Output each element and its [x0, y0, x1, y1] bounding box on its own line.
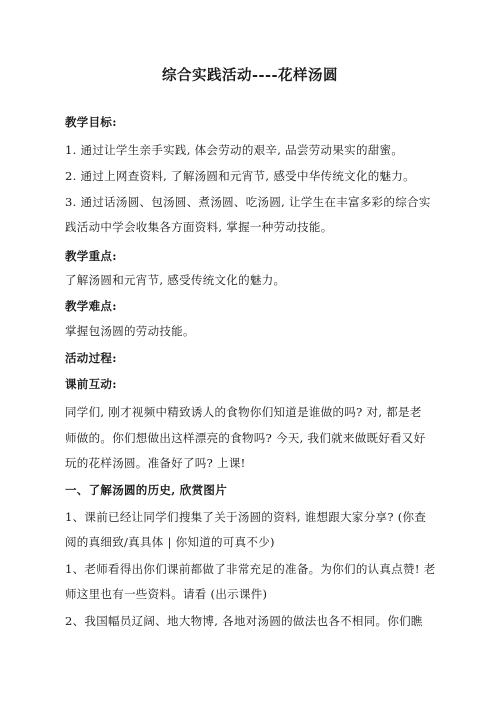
part1-item1-line-1: 1、课前已经让同学们搜集了关于汤圆的资料, 谁想跟大家分享? (你查	[65, 510, 427, 524]
warmup-line-3: 玩的花样汤圆。准备好了吗? 上课!	[65, 456, 246, 470]
objective-3-line-1: 3. 通过话汤圆、包汤圆、煮汤圆、吃汤圆, 让学生在丰富多彩的综合实	[65, 195, 431, 209]
objective-2: 2. 通过上网查资料, 了解汤圆和元宵节, 感受中华传统文化的魅力。	[65, 169, 415, 183]
part1-item2-line-1: 1、老师看得出你们课前都做了非常充足的准备。为你们的认真点赞! 老	[65, 562, 436, 576]
part1-item3-line-1: 2、我国幅员辽阔、地大物博, 各地对汤圆的做法也各不相同。你们瞧	[65, 614, 423, 628]
key-point-heading: 教学重点:	[65, 249, 117, 263]
difficulty-text: 掌握包汤圆的劳动技能。	[65, 324, 195, 338]
objective-3-line-2: 践活动中学会收集各方面资料, 掌握一种劳动技能。	[65, 220, 333, 234]
warmup-line-1: 同学们, 刚才视频中精致诱人的食物你们知道是谁做的吗? 对, 都是老	[65, 405, 422, 419]
part1-item1-line-2: 阅的真细致/真具体 | 你知道的可真不少)	[65, 535, 275, 549]
objectives-heading: 教学目标:	[65, 115, 117, 129]
part1-heading: 一、了解汤圆的历史, 欣赏图片	[65, 483, 228, 497]
warmup-line-2: 师做的。你们想做出这样漂亮的食物吗? 今天, 我们就来做既好看又好	[65, 431, 426, 445]
difficulty-heading: 教学难点:	[65, 299, 117, 313]
objective-1: 1. 通过让学生亲手实践, 体会劳动的艰辛, 品尝劳动果实的甜蜜。	[65, 143, 404, 157]
process-heading: 活动过程:	[65, 351, 117, 365]
warmup-heading: 课前互动:	[65, 377, 117, 391]
page-title: 综合实践活动----花样汤圆	[161, 67, 339, 84]
key-point-text: 了解汤圆和元宵节, 感受传统文化的魅力。	[65, 273, 286, 287]
part1-item2-line-2: 师这里也有一些资料。请看 (出示课件)	[65, 587, 268, 601]
